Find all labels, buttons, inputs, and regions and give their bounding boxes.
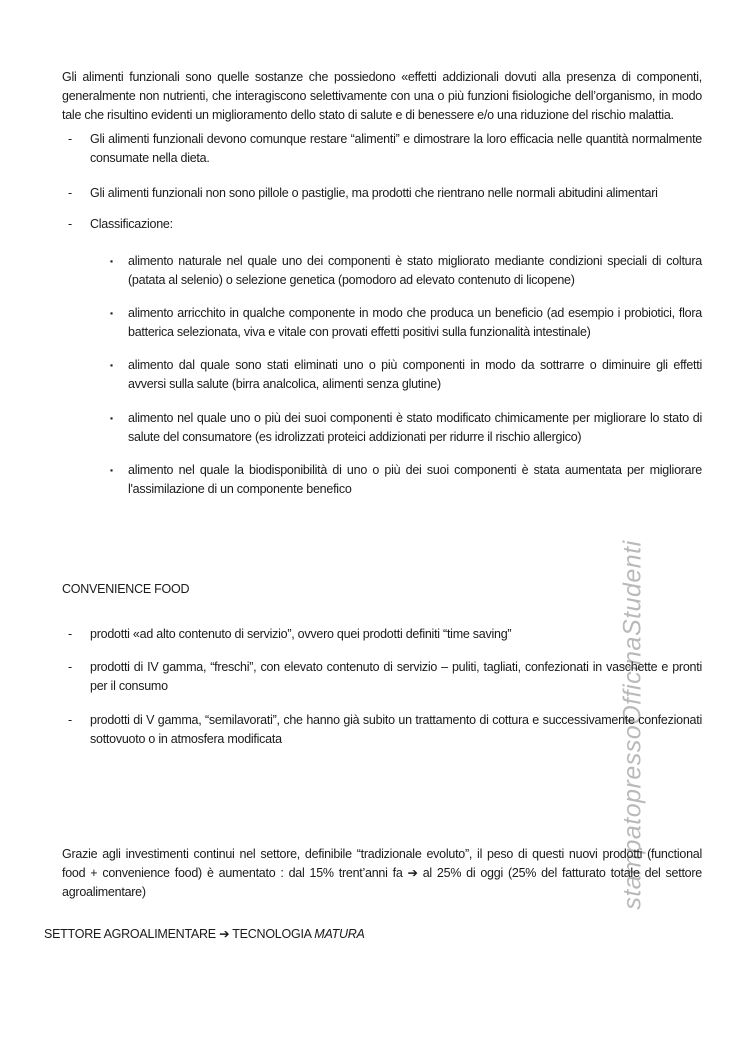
closing-paragraph: Grazie agli investimenti continui nel settore, definibile “tradizionale evoluto”, il peso di questi nuovi prodotti (functional food + convenience food) è aumentato : dal 15% trent’anni fa ➔ al 25% di oggi (25% del fatturato totale del settore agroalimentare) <box>62 847 702 899</box>
classification-item-text: alimento dal quale sono stati eliminati uno o più componenti in modo da sottrarre o diminuire gli effetti avversi sulla salute (birra analcolica, alimenti senza glutine) <box>128 358 702 391</box>
closing-section <box>44 845 702 944</box>
classification-item <box>44 252 702 290</box>
classification-item <box>44 356 702 394</box>
classification-item-text: alimento nel quale la biodisponibilità di uno o più dei suoi componenti è stata aumentata per migliorare l'assimilazione di un componente benefico <box>128 463 702 496</box>
convenience-food-heading: CONVENIENCE FOOD <box>62 582 190 596</box>
list-item-text: prodotti di IV gamma, “freschi”, con elevato contenuto di servizio – puliti, tagliati, confezionati in vaschette e pronti per il consumo <box>90 660 702 693</box>
list-item-text: prodotti di V gamma, “semilavorati”, che hanno già subito un trattamento di cottura e successivamente confezionati sottovuoto o in atmosfera modificata <box>90 713 702 746</box>
classification-item <box>44 461 702 499</box>
dash-bullet-marker: - <box>68 186 72 200</box>
square-bullet-marker: ▪ <box>110 413 113 423</box>
list-item <box>44 711 702 749</box>
dash-bullet-marker: - <box>68 627 72 641</box>
classification-item <box>44 304 702 342</box>
square-bullet-marker: ▪ <box>110 256 113 266</box>
functional-food-section <box>44 68 702 499</box>
list-item <box>44 625 702 644</box>
classification-item-text: alimento nel quale uno o più dei suoi componenti è stato modificato chimicamente per migliorare lo stato di salute del consumatore (es idrolizzati proteici addizionati per ridurre il rischio allergico) <box>128 411 702 444</box>
watermark-text: stampatopressoOfficinaStudenti <box>618 540 647 910</box>
dash-bullet-marker: - <box>68 713 72 727</box>
dash-bullet-marker: - <box>68 660 72 674</box>
classification-item-text: alimento naturale nel quale uno dei componenti è stato migliorato mediante condizioni speciali di coltura (patata al selenio) o selezione genetica (pomodoro ad elevato contenuto di licopene) <box>128 254 702 287</box>
list-item-text: Gli alimenti funzionali non sono pillole o pastiglie, ma prodotti che rientrano nelle normali abitudini alimentari <box>90 186 658 200</box>
dash-bullet-marker: - <box>68 132 72 146</box>
square-bullet-marker: ▪ <box>110 465 113 475</box>
list-item-text: Classificazione: <box>90 217 173 231</box>
list-item-text: Gli alimenti funzionali devono comunque restare “alimenti” e dimostrare la loro efficacia nelle quantità normalmente consumate nella dieta. <box>90 132 702 165</box>
sector-line-emphasis: MATURA <box>314 927 365 941</box>
list-item <box>44 215 702 234</box>
classification-item-text: alimento arricchito in qualche componente in modo che produca un beneficio (ad esempio i probiotici, flora batterica selezionata, viva e vitale con provati effetti positivi sulla funzionalità intestinale) <box>128 306 702 339</box>
sector-line <box>44 925 702 944</box>
classification-item <box>44 409 702 447</box>
square-bullet-marker: ▪ <box>110 360 113 370</box>
sector-line-prefix: SETTORE AGROALIMENTARE ➔ TECNOLOGIA <box>44 927 315 941</box>
square-bullet-marker: ▪ <box>110 308 113 318</box>
intro-paragraph: Gli alimenti funzionali sono quelle sostanze che possiedono «effetti addizionali dovuti alla presenza di componenti, generalmente non nutrienti, che interagiscono selettivamente con una o più funzioni fisiologiche dell’organismo, in modo tale che risultino evidenti un miglioramento dello stato di salute e di benessere e/o una riduzione del rischio malattia. <box>62 70 702 122</box>
list-item-text: prodotti «ad alto contenuto di servizio”, ovvero quei prodotti definiti “time saving” <box>90 627 512 641</box>
list-item <box>44 184 702 203</box>
dash-bullet-marker: - <box>68 217 72 231</box>
list-item <box>44 658 702 696</box>
convenience-food-section <box>44 580 702 749</box>
list-item <box>44 130 702 168</box>
